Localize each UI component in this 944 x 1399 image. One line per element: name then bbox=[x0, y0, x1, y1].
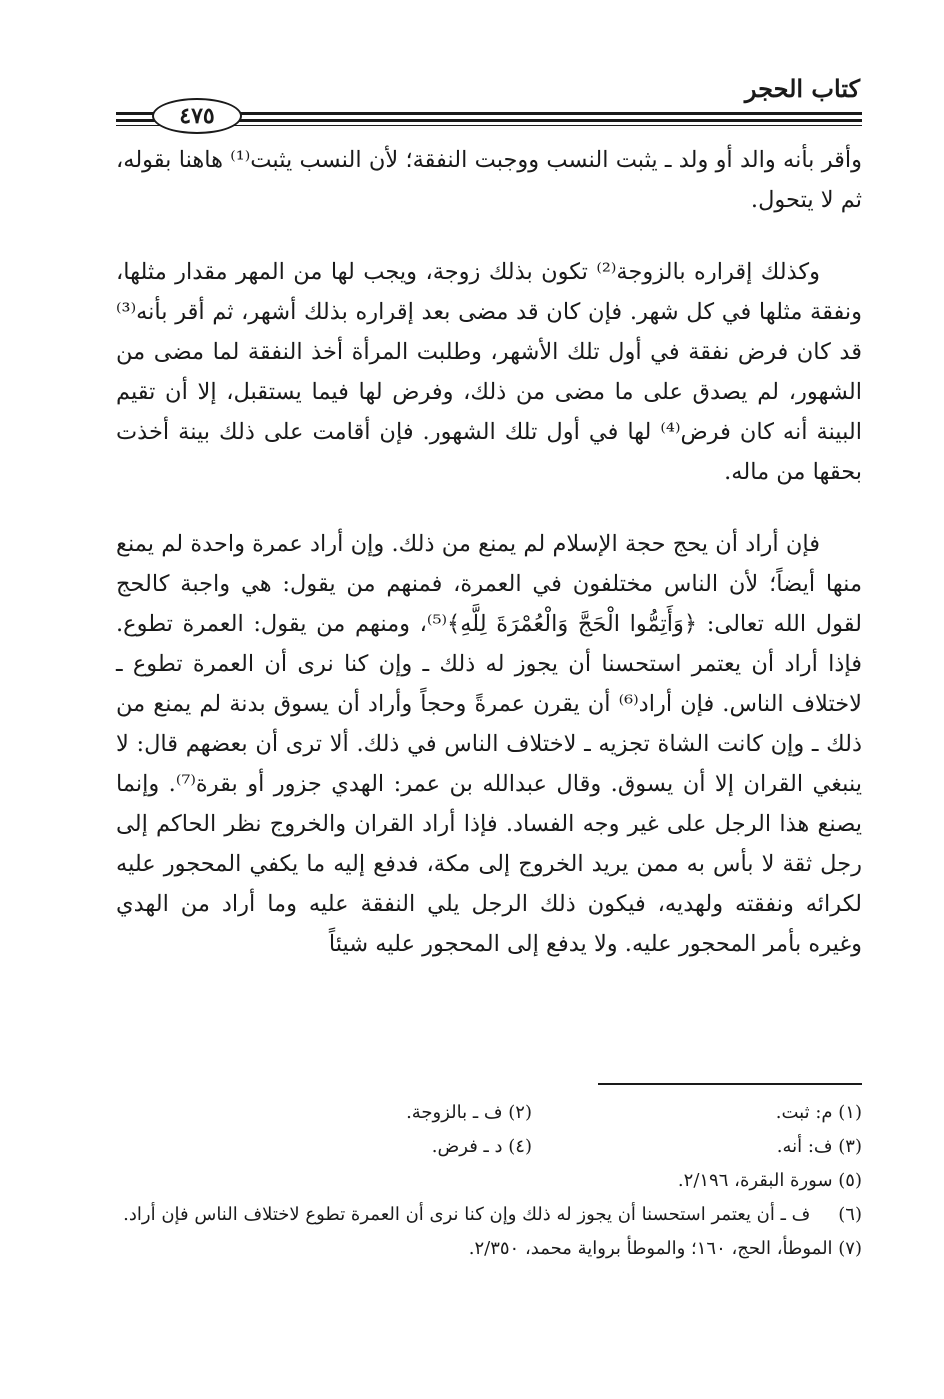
footnote-6-number: (٦) bbox=[838, 1204, 862, 1225]
footnote-4: (٤) د ـ فرض. bbox=[431, 1136, 532, 1157]
footnote-2: (٢) ف ـ بالزوجة. bbox=[406, 1102, 532, 1123]
main-text bbox=[116, 140, 862, 964]
footnote-6-text: ف ـ أن يعتمر استحسنا أن يجوز له ذلك وإن كنا نرى أن العمرة تطوع لاختلاف الناس فإن أراد. bbox=[123, 1204, 811, 1225]
running-header-title: كتاب الحجر bbox=[744, 74, 860, 103]
paragraph: فإن أراد أن يحج حجة الإسلام لم يمنع من ذلك. وإن أراد عمرة واحدة لم يمنع منها أيضاً؛ لأن الناس مختلفون في العمرة، فمنهم من يقول: هي واجبة كالحج لقول الله تعالى: ﴿وَأَتِمُّوا الْحَجَّ وَالْعُمْرَةَ لِلَّهِ﴾⁽⁵⁾، ومنهم من يقول: العمرة تطوع. فإذا أراد أن يعتمر استحسنا أن يجوز له ذلك ـ وإن كنا نرى أن العمرة تطوع ـ لاختلاف الناس. فإن أراد⁽⁶⁾ أن يقرن عمرةً وحجاً وأراد أن يسوق بدنة لم يمنع من ذلك ـ وإن كانت الشاة تجزيه ـ لاختلاف الناس في ذلك. ألا ترى أن بعضهم قال: لا ينبغي القران إلا أن يسوق. وقال عبدالله بن عمر: الهدي جزور أو بقرة⁽⁷⁾. وإنما يصنع هذا الرجل على غير وجه الفساد. فإذا أراد القران والخروج نظر الحاكم إلى رجل ثقة لا بأس به ممن يريد الخروج إلى مكة، فدفع إليه ما يكفي المحجور عليه لكرائه ونفقته ولهديه، فيكون ذلك الرجل يلي النفقة عليه وما أراد من الهدي وغيره بأمر المحجور عليه. ولا يدفع إلى المحجور عليه شيئاً bbox=[116, 531, 863, 957]
footnote-6 bbox=[116, 1198, 862, 1232]
footnotes bbox=[116, 1096, 862, 1266]
footnote-separator bbox=[598, 1083, 862, 1085]
paragraph: وكذلك إقراره بالزوجة⁽²⁾ تكون بذلك زوجة، ويجب لها من المهر مقدار مثلها، ونفقة مثلها في كل شهر. فإن كان قد مضى بعد إقراره بذلك أشهر، ثم أقر بأنه⁽³⁾ قد كان فرض نفقة في أول تلك الأشهر، وطلبت المرأة أخذ النفقة لما مضى من الشهور، لم يصدق على ما مضى من ذلك، وفرض لها فيما يستقبل، إلا أن تقيم البينة أنه كان فرض⁽⁴⁾ لها في أول تلك الشهور. فإن أقامت على ذلك بينة أخذت بحقها من ماله. bbox=[116, 259, 862, 485]
footnote-3: (٣) ف: أنه. bbox=[776, 1136, 862, 1157]
footnote-7: (٧) الموطأ، الحج، ١٦٠؛ والموطأ برواية محمد، ٢/٣٥٠. bbox=[468, 1238, 862, 1259]
paragraph: وأقر بأنه والد أو ولد ـ يثبت النسب ووجبت النفقة؛ لأن النسب يثبت⁽¹⁾ هاهنا بقوله، ثم لا يتحول. bbox=[116, 147, 862, 213]
footnote-5: (٥) سورة البقرة، ٢/١٩٦. bbox=[677, 1170, 862, 1191]
footnote-1: (١) م: ثبت. bbox=[775, 1102, 862, 1123]
page-number: ٤٧٥ bbox=[152, 98, 242, 134]
